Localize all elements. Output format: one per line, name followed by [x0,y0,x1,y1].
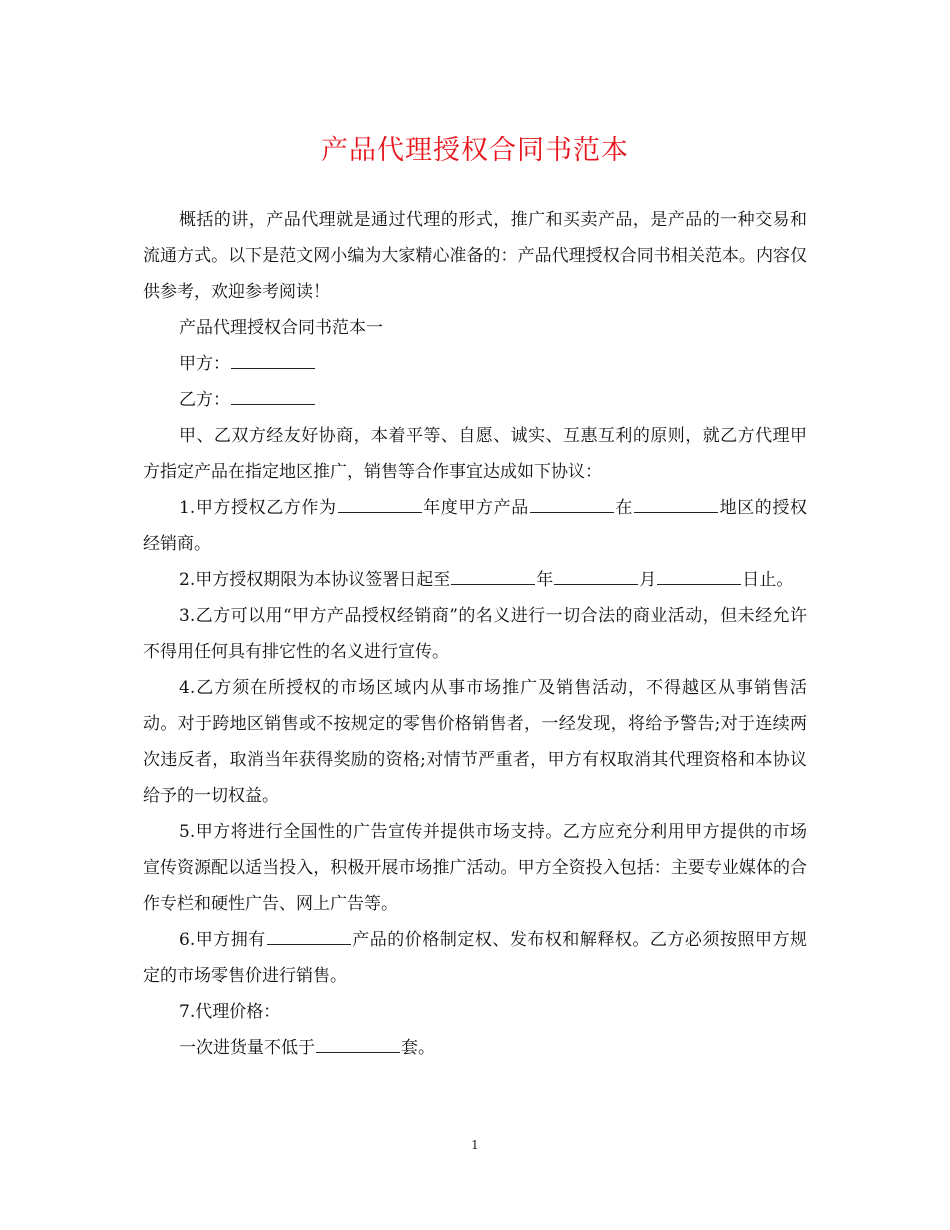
section-title: 产品代理授权合同书范本一 [179,318,383,338]
purchase-text-a: 一次进货量不低于 [179,1038,315,1058]
clause-2-text-b: 年 [536,570,554,590]
clause-1-blank-region [634,494,718,513]
clause-2-blank-day [657,566,741,585]
clause-2 [143,562,807,598]
clause-6 [143,922,807,994]
clause-2-blank-month [554,566,638,585]
intro-paragraph: 概括的讲，产品代理就是通过代理的形式，推广和买卖产品，是产品的一种交易和流通方式。以下是范文网小编为大家精心准备的：产品代理授权合同书相关范本。内容仅供参考，欢迎参考阅读！ [143,210,807,302]
party-a-blank [231,350,315,369]
party-b-label: 乙方： [179,390,230,410]
document-body [143,202,807,1066]
clause-1-text-a: 1.甲方授权乙方作为 [179,498,337,518]
clause-2-text-d: 日止。 [742,570,794,590]
clause-6-text-a: 6.甲方拥有 [179,930,266,950]
clause-2-text-a: 2.甲方授权期限为本协议签署日起至 [179,570,451,590]
clause-1-blank-product [530,494,614,513]
purchase-blank [316,1034,400,1053]
clause-1-text-d: 地区的授权经销商。 [143,498,808,554]
clause-1-blank-year [338,494,422,513]
preamble-paragraph: 甲、乙双方经友好协商，本着平等、自愿、诚实、互惠互利的原则，就乙方代理甲方指定产品在指定地区推广，销售等合作事宜达成如下协议： [143,426,807,482]
purchase-line [143,1030,807,1066]
clause-5: 5.甲方将进行全国性的广告宣传并提供市场支持。乙方应充分利用甲方提供的市场宣传资源配以适当投入，积极开展市场推广活动。甲方全资投入包括：主要专业媒体的合作专栏和硬性广告、网上广告等。 [143,822,807,914]
party-b-blank [231,386,315,405]
document-title: 产品代理授权合同书范本 [321,135,629,166]
clause-6-text-b: 产品的价格制定权、发布权和解释权。乙方必须按照甲方规定的市场零售价进行销售。 [143,930,807,986]
clause-7: 7.代理价格： [179,1002,281,1022]
party-a-line [143,346,807,382]
clause-1-text-c: 在 [614,498,634,518]
page-number: 1 [471,1138,479,1152]
clause-3: 3.乙方可以用“甲方产品授权经销商”的名义进行一切合法的商业活动，但未经允许不得用任何具有排它性的名义进行宣传。 [143,606,807,662]
clause-6-blank [267,926,351,945]
purchase-text-b: 套。 [401,1038,435,1058]
clause-2-text-c: 月 [639,570,657,590]
party-b-line [143,382,807,418]
clause-1-text-b: 年度甲方产品 [422,498,529,518]
clause-1 [143,490,807,562]
clause-2-blank-year [451,566,535,585]
party-a-label: 甲方： [179,354,230,374]
clause-4: 4.乙方须在所授权的市场区域内从事市场推广及销售活动，不得越区从事销售活动。对于跨地区销售或不按规定的零售价格销售者，一经发现，将给予警告;对于连续两次违反者，取消当年获得奖励的资格;对情节严重者，甲方有权取消其代理资格和本协议给予的一切权益。 [143,678,807,806]
